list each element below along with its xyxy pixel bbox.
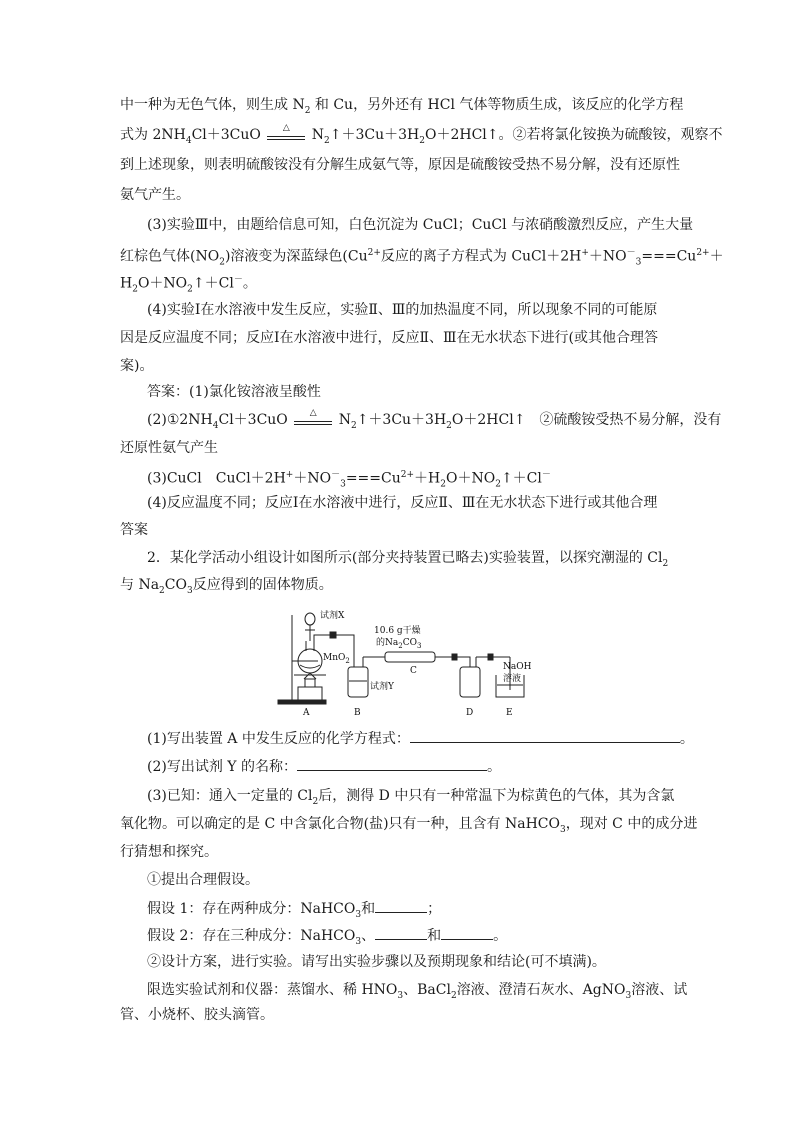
hypothesis-line: 假设 1：存在两种成分：NaHCO$_3$和 ；	[147, 898, 441, 925]
paragraph-line: 案)。	[120, 358, 154, 374]
question-line: ①提出合理假设。	[147, 872, 259, 888]
question-line: (1)写出装置 A 中发生反应的化学方程式： 。	[147, 728, 694, 749]
answer-line: 答案：(1)氯化铵溶液呈酸性	[147, 384, 321, 400]
label-d: D	[466, 708, 474, 718]
label-mno2: MnO$_2$	[323, 653, 350, 665]
label-na2co3: 的$Na_2CO_3$	[376, 638, 422, 650]
label-a: A	[303, 708, 310, 718]
question-line: 限选实验试剂和仪器：蒸馏水、稀 $HNO_3$、BaCl$_2$溶液、澄清石灰水、AgNO$_3$溶液、试	[147, 982, 688, 1001]
paragraph-line: (3)实验Ⅲ中，由题给信息可知，白色沉淀为 CuCl；CuCl 与浓硝酸激烈反应，产生大量	[147, 217, 694, 233]
label-c: C	[410, 666, 417, 676]
label-e: E	[506, 708, 513, 718]
question-line: (3)已知：通入一定量的 $Cl_2$后，测得 D 中只有一种常温下为棕黄色的气体，其为含氯	[147, 788, 675, 807]
question-line: (2)写出试剂 Y 的名称： 。	[147, 756, 501, 777]
answer-line: 还原性氨气产生	[120, 440, 218, 456]
question-line: 2．某化学活动小组设计如图所示(部分夹持装置已略去)实验装置，以探究潮湿的 $Cl_2$	[147, 550, 669, 569]
answer-blank[interactable]	[375, 925, 427, 940]
heating-arrow: △	[265, 125, 307, 145]
paragraph-line: 因是反应温度不同；反应Ⅰ在水溶液中进行，反应Ⅱ、Ⅲ在无水状态下进行(或其他合理答	[120, 330, 659, 346]
label-b: B	[354, 708, 361, 718]
apparatus-figure	[270, 605, 540, 720]
label-solution: 溶液	[503, 674, 522, 684]
answer-blank[interactable]	[375, 898, 427, 913]
question-line: ②设计方案，进行实验。请写出实验步骤以及预期现象和结论(可不填满)。	[147, 954, 606, 970]
paragraph-line: 中一种为无色气体，则生成 $N_2$ 和 Cu，另外还有 HCl 气体等物质生成，该反应的化学方程	[120, 97, 684, 116]
paragraph-line: $H_2O+NO_2↑+Cl^-$。	[120, 275, 257, 295]
answer-line: (3)CuCl $CuCl+2H^++NO^-_3===Cu^{2+}+H_2O+NO_2↑+Cl^-$	[147, 470, 551, 490]
question-line: 行猜想和探究。	[120, 844, 218, 860]
heating-arrow: △	[292, 410, 334, 430]
paragraph-line: 氨气产生。	[120, 187, 190, 203]
label-naoh: NaOH	[503, 662, 532, 672]
label-reagent-y: 试剂Y	[370, 682, 394, 692]
hypothesis-line: 假设 2：存在三种成分：NaHCO$_3$、 和 。	[147, 925, 507, 952]
label-reagent-x: 试剂X	[320, 611, 345, 621]
paragraph-line: (4)实验Ⅰ在水溶液中发生反应，实验Ⅱ、Ⅲ的加热温度不同，所以现象不同的可能原	[147, 302, 658, 318]
paragraph-line: 红棕色气体$(NO_2)$溶液变为深蓝绿色($Cu^{2+}$反应的离子方程式为 $CuCl+2H^++NO^-_3===Cu^{2+}+$	[120, 248, 724, 268]
answer-line: 答案	[120, 522, 148, 538]
answer-blank[interactable]	[297, 756, 487, 771]
paragraph-line: 到上述现象，则表明硫酸铵没有分解生成氨气等，原因是硫酸铵受热不易分解，没有还原性	[120, 157, 680, 173]
label-dry: 10.6 g干燥	[374, 626, 421, 636]
question-line: 与 $Na_2CO_3$反应得到的固体物质。	[120, 577, 333, 596]
question-line: 氧化物。可以确定的是 C 中含氯化合物(盐)只有一种，且含有 NaHCO$_3$，现对 C 中的成分进	[120, 816, 698, 835]
paragraph-line: 式为 $2NH_4Cl+3CuO$ △ $N_2↑+3Cu+3H_2O+2HCl↑$。②若将氯化铵换为硫酸铵，观察不	[120, 123, 723, 146]
answer-line: (4)反应温度不同；反应Ⅰ在水溶液中进行，反应Ⅱ、Ⅲ在无水状态下进行或其他合理	[147, 495, 658, 511]
question-line: 管、小烧杯、胶头滴管。	[120, 1007, 274, 1023]
answer-blank[interactable]	[441, 925, 493, 940]
answer-line: $(2)①2NH_4Cl+3CuO$ △ $N_2↑+3Cu+3H_2O+2HCl↑$ ②硫酸铵受热不易分解，没有	[147, 408, 722, 431]
answer-blank[interactable]	[410, 728, 680, 743]
